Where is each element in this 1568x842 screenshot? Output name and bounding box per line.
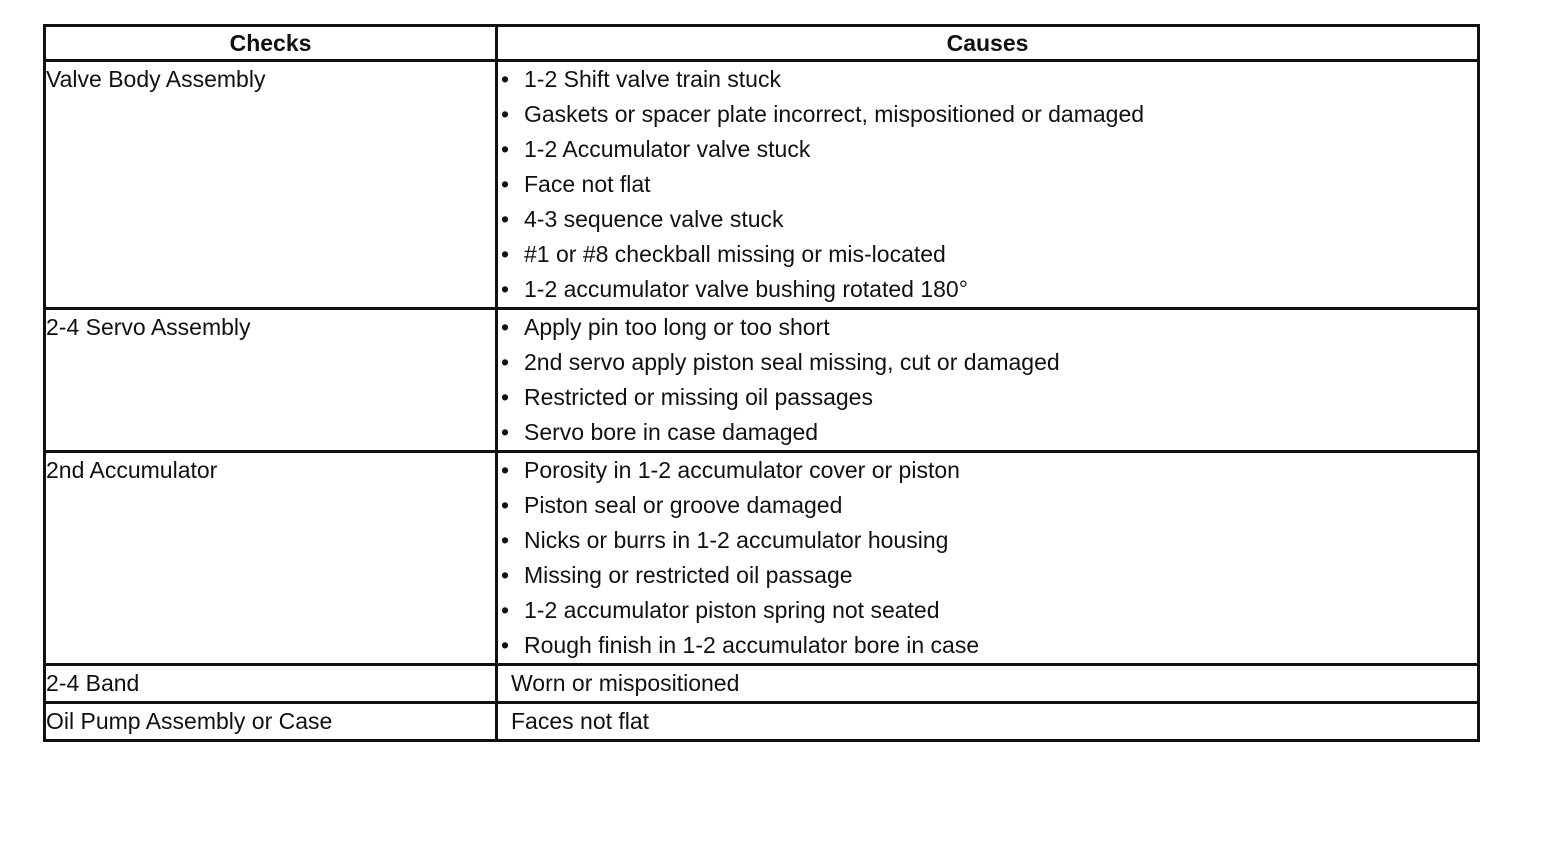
- check-cell: 2-4 Band: [45, 665, 497, 703]
- table-row: [45, 61, 1479, 309]
- diagnosis-table-container: [43, 24, 1477, 742]
- cause-item: [498, 272, 1477, 307]
- cause-text: #1 or #8 checkball missing or mis-located: [524, 241, 946, 267]
- table-row: [45, 665, 1479, 703]
- cause-text: Piston seal or groove damaged: [524, 492, 843, 518]
- cause-text: Rough finish in 1-2 accumulator bore in case: [524, 632, 980, 658]
- causes-list: [498, 62, 1477, 307]
- bullet-icon: •: [500, 241, 510, 267]
- cause-item: [498, 202, 1477, 237]
- bullet-icon: •: [500, 314, 510, 340]
- cause-text: 1-2 accumulator valve bushing rotated 180°: [524, 276, 968, 302]
- cause-text: 1-2 Accumulator valve stuck: [524, 136, 811, 162]
- cause-text: Porosity in 1-2 accumulator cover or piston: [524, 457, 960, 483]
- cause-text: Servo bore in case damaged: [524, 419, 819, 445]
- cause-text: Apply pin too long or too short: [524, 314, 830, 340]
- cause-item: [498, 237, 1477, 272]
- causes-list: [498, 310, 1477, 450]
- check-cell: 2-4 Servo Assembly: [45, 309, 497, 452]
- cause-text: Missing or restricted oil passage: [524, 562, 853, 588]
- table-row: [45, 703, 1479, 741]
- bullet-icon: •: [500, 206, 510, 232]
- bullet-icon: •: [500, 276, 510, 302]
- cause-item: [498, 488, 1477, 523]
- check-cell: Oil Pump Assembly or Case: [45, 703, 497, 741]
- cause-item: [498, 62, 1477, 97]
- cause-item: [498, 453, 1477, 488]
- cause-item: [498, 523, 1477, 558]
- bullet-icon: •: [500, 562, 510, 588]
- bullet-icon: •: [500, 66, 510, 92]
- causes-column-header: Causes: [497, 26, 1479, 61]
- cause-text: 1-2 accumulator piston spring not seated: [524, 597, 940, 623]
- bullet-icon: •: [500, 527, 510, 553]
- cause-item: [498, 310, 1477, 345]
- cause-text: 2nd servo apply piston seal missing, cut or damaged: [524, 349, 1060, 375]
- table-header-row: [45, 26, 1479, 61]
- cause-item: [498, 628, 1477, 663]
- bullet-icon: •: [500, 492, 510, 518]
- cause-text: 1-2 Shift valve train stuck: [524, 66, 781, 92]
- cause-text-cell: Faces not flat: [497, 703, 1479, 741]
- checks-column-header: Checks: [45, 26, 497, 61]
- cause-item: [498, 415, 1477, 450]
- bullet-icon: •: [500, 349, 510, 375]
- cause-text: 4-3 sequence valve stuck: [524, 206, 784, 232]
- bullet-icon: •: [500, 632, 510, 658]
- cause-item: [498, 167, 1477, 202]
- cause-item: [498, 345, 1477, 380]
- causes-cell: [497, 452, 1479, 665]
- cause-item: [498, 593, 1477, 628]
- bullet-icon: •: [500, 171, 510, 197]
- bullet-icon: •: [500, 419, 510, 445]
- bullet-icon: •: [500, 384, 510, 410]
- bullet-icon: •: [500, 101, 510, 127]
- cause-text: Gaskets or spacer plate incorrect, mispositioned or damaged: [524, 101, 1145, 127]
- cause-text: Face not flat: [524, 171, 651, 197]
- bullet-icon: •: [500, 457, 510, 483]
- table-row: [45, 452, 1479, 665]
- cause-text: Nicks or burrs in 1-2 accumulator housing: [524, 527, 949, 553]
- check-cell: 2nd Accumulator: [45, 452, 497, 665]
- causes-cell: [497, 61, 1479, 309]
- cause-item: [498, 558, 1477, 593]
- check-cell: Valve Body Assembly: [45, 61, 497, 309]
- bullet-icon: •: [500, 597, 510, 623]
- cause-item: [498, 380, 1477, 415]
- table-row: [45, 309, 1479, 452]
- bullet-icon: •: [500, 136, 510, 162]
- causes-cell: [497, 309, 1479, 452]
- cause-text: Restricted or missing oil passages: [524, 384, 873, 410]
- cause-item: [498, 132, 1477, 167]
- cause-text-cell: Worn or mispositioned: [497, 665, 1479, 703]
- causes-list: [498, 453, 1477, 663]
- checks-causes-table: [43, 24, 1480, 742]
- cause-item: [498, 97, 1477, 132]
